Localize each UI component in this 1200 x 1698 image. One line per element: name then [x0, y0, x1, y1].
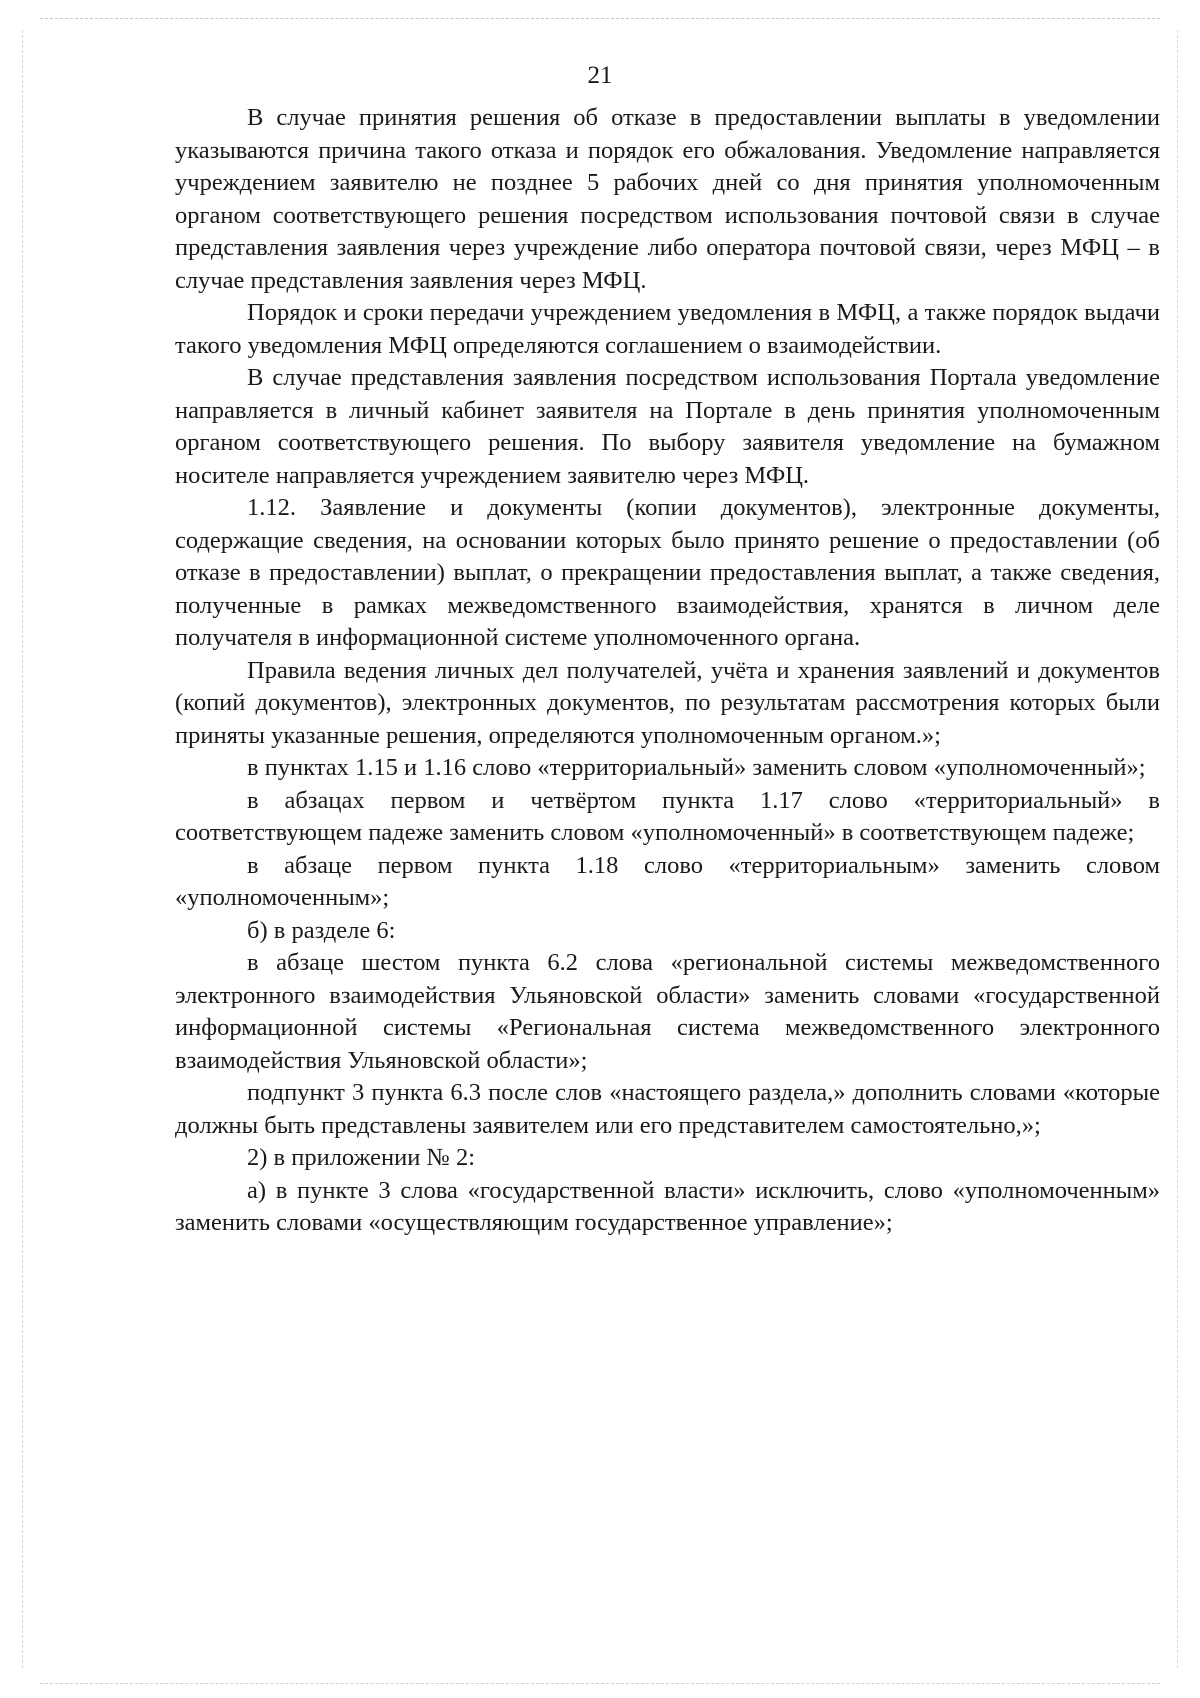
- paragraph: в абзаце шестом пункта 6.2 слова «региональной системы межведомственного электронного взаимодействия Ульяновской области» заменить словами «государственной информационной системы «Региональная система межведомственного электронного взаимодействия Ульяновской области»;: [175, 949, 1160, 1074]
- paragraph: В случае принятия решения об отказе в предоставлении выплаты в уведомлении указываются причина такого отказа и порядок его обжалования. Уведомление направляется учреждением заявителю не позднее 5 рабочих дней со дня принятия уполномоченным органом соответствующего решения посредством использования почтовой связи в случае представления заявления через учреждение либо оператора почтовой связи, через МФЦ – в случае представления заявления через МФЦ.: [175, 104, 1160, 294]
- paragraph: подпункт 3 пункта 6.3 после слов «настоящего раздела,» дополнить словами «которые должны быть представлены заявителем или его представителем самостоятельно,»;: [175, 1079, 1160, 1139]
- paragraph: в пунктах 1.15 и 1.16 слово «территориальный» заменить словом «уполномоченный»;: [247, 754, 1146, 781]
- page-number: 21: [587, 62, 613, 89]
- scan-edge-right: [1177, 30, 1178, 1668]
- paragraph: В случае представления заявления посредством использования Портала уведомление направляется в личный кабинет заявителя на Портале в день принятия уполномоченным органом соответствующего решения. По выбору заявителя уведомление на бумажном носителе направляется учреждением заявителю через МФЦ.: [175, 364, 1160, 489]
- scan-edge-top: [40, 18, 1160, 19]
- document-body: [175, 102, 1160, 1240]
- paragraph: 2) в приложении № 2:: [247, 1144, 476, 1171]
- scan-edge-bottom: [40, 1683, 1160, 1684]
- paragraph: 1.12. Заявление и документы (копии документов), электронные документы, содержащие сведения, на основании которых было принято решение о предоставлении (об отказе в предоставлении) выплат, о прекращении предоставления выплат, а также сведения, полученные в рамках межведомственного взаимодействия, хранятся в личном деле получателя в информационной системе уполномоченного органа.: [175, 494, 1160, 651]
- paragraph: в абзацах первом и четвёртом пункта 1.17 слово «территориальный» в соответствующем падеже заменить словом «уполномоченный» в соответствующем падеже;: [175, 786, 1160, 846]
- paragraph: Порядок и сроки передачи учреждением уведомления в МФЦ, а также порядок выдачи такого уведомления МФЦ определяются соглашением о взаимодействии.: [175, 299, 1160, 359]
- paragraph: б) в разделе 6:: [247, 916, 396, 944]
- paragraph: а) в пункте 3 слова «государственной власти» исключить, слово «уполномоченным» заменить словами «осуществляющим государственное управление»;: [175, 1176, 1160, 1236]
- paragraph: Правила ведения личных дел получателей, учёта и хранения заявлений и документов (копий документов), электронных документов, по результатам рассмотрения которых были приняты указанные решения, определяются уполномоченным органом.»;: [175, 656, 1160, 749]
- scan-edge-left: [22, 30, 23, 1668]
- paragraph: в абзаце первом пункта 1.18 слово «территориальным» заменить словом «уполномоченным»;: [175, 851, 1160, 911]
